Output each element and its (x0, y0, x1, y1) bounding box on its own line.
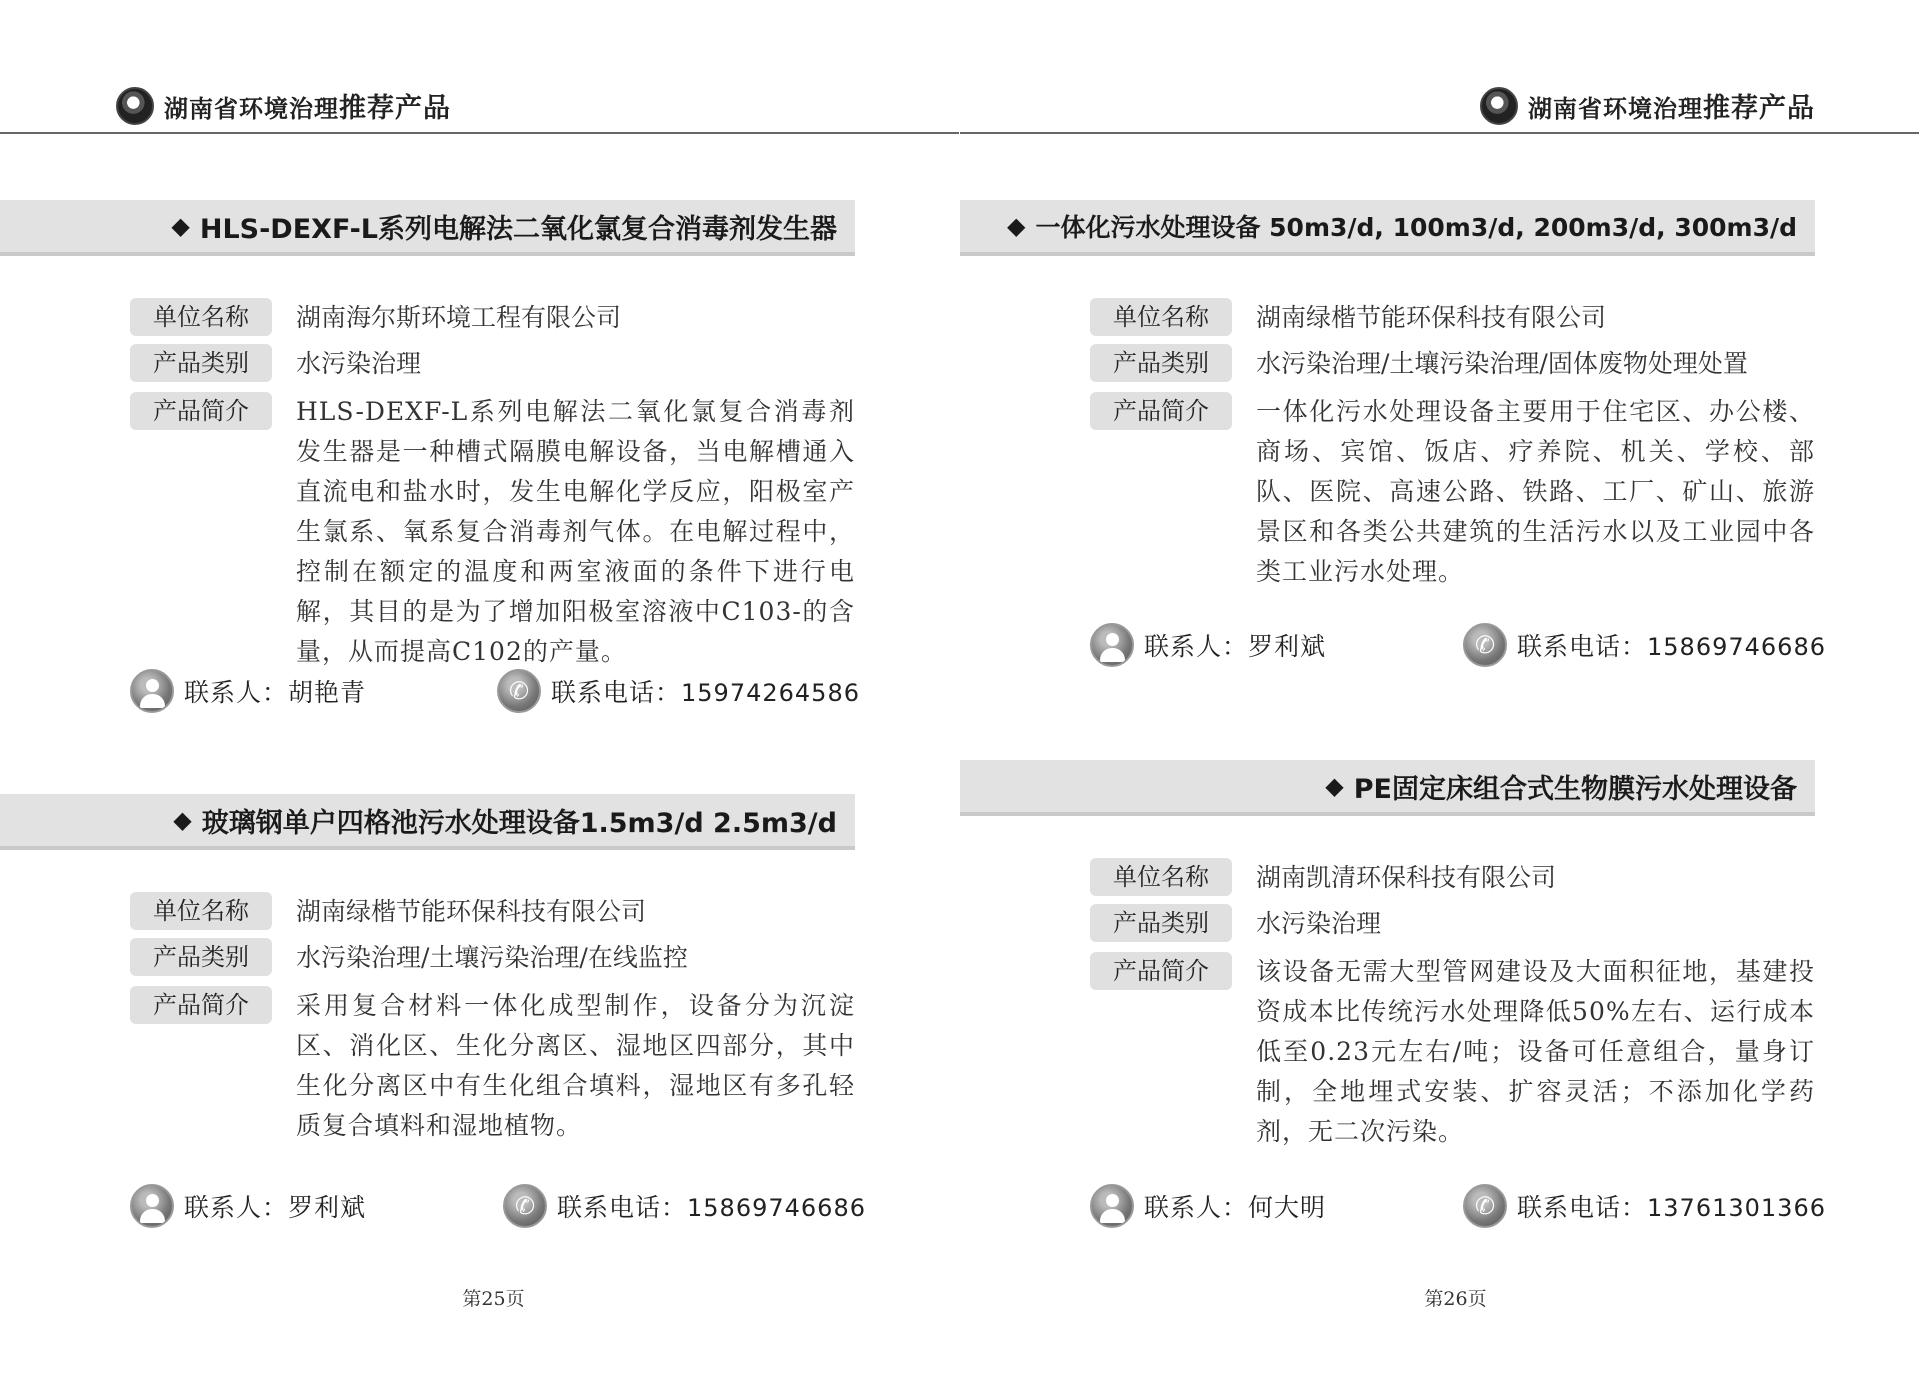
header-title-prefix: 湖南省环境治理 (1528, 94, 1703, 123)
contact-phone (1517, 1188, 1826, 1224)
category-value: 水污染治理/土壤污染治理/固体废物处理处置 (1256, 349, 1748, 378)
intro-row (130, 392, 855, 672)
intro-label: 产品简介 (1090, 392, 1232, 430)
emblem-logo-icon (116, 87, 154, 125)
contact-phone-label: 联系电话： (1517, 632, 1648, 661)
category-row (130, 344, 855, 392)
contact-person-label: 联系人： (184, 678, 289, 707)
intro-row (130, 986, 855, 1146)
diamond-bullet-icon: ◆ (1325, 772, 1344, 800)
category-label: 产品类别 (1090, 344, 1232, 382)
contact-person-row (130, 1184, 366, 1228)
intro-value: 一体化污水处理设备主要用于住宅区、办公楼、商场、宾馆、饭店、疗养院、机关、学校、部队、医院、高速公路、铁路、工厂、矿山、旅游景区和各类公共建筑的生活污水以及工业园中各类工业污水处理。 (1256, 397, 1815, 586)
product-card (960, 200, 1815, 592)
contact-person (1144, 1188, 1326, 1224)
contact-person (1144, 627, 1326, 663)
header-title-emphasis: 推荐产品 (1703, 93, 1815, 124)
company-label: 单位名称 (1090, 298, 1232, 336)
product-title: 玻璃钢单户四格池污水处理设备1.5m3/d 2.5m3/d (201, 807, 837, 839)
contact-phone (557, 1188, 866, 1224)
company-value: 湖南海尔斯环境工程有限公司 (296, 303, 622, 332)
contact-phone-row (1463, 623, 1826, 667)
product-title-bar (960, 200, 1815, 256)
contact-phone-label: 联系电话： (557, 1193, 688, 1222)
intro-value: HLS-DEXF-L系列电解法二氧化氯复合消毒剂发生器是一种槽式隔膜电解设备，当电解槽通入直流电和盐水时，发生电解化学反应，阳极室产生氯系、氧系复合消毒剂气体。在电解过程中，控制在额定的温度和两室液面的条件下进行电解，其目的是为了增加阳极室溶液中C103-的含量，从而提高C102的产量。 (296, 397, 855, 666)
contact-phone-row (497, 669, 860, 713)
category-row (1090, 904, 1815, 952)
intro-value: 采用复合材料一体化成型制作，设备分为沉淀区、消化区、生化分离区、湿地区四部分，其中生化分离区中有生化组合填料，湿地区有多孔轻质复合填料和湿地植物。 (296, 991, 855, 1140)
category-label: 产品类别 (130, 938, 272, 976)
product-title-bar (960, 760, 1815, 816)
intro-label: 产品简介 (1090, 952, 1232, 990)
contact-phone-label: 联系电话： (1517, 1193, 1648, 1222)
contact-person-row (130, 669, 366, 713)
contact-phone-row (503, 1184, 866, 1228)
contact-phone-number: 15974264586 (681, 679, 860, 707)
company-row (130, 298, 855, 344)
phone-icon (1463, 1184, 1507, 1228)
contact-person-label: 联系人： (1144, 632, 1249, 661)
running-header (1480, 86, 1815, 125)
phone-icon (1463, 623, 1507, 667)
contact-phone (1517, 627, 1826, 663)
contact-phone-label: 联系电话： (551, 678, 682, 707)
product-title: PE固定床组合式生物膜污水处理设备 (1353, 773, 1797, 805)
phone-icon (497, 669, 541, 713)
product-title: 一体化污水处理设备 50m3/d, 100m3/d, 200m3/d, 300m3/d (1035, 213, 1797, 242)
product-card (960, 760, 1815, 1152)
category-value: 水污染治理 (296, 349, 422, 378)
category-value: 水污染治理 (1256, 909, 1382, 938)
contact-phone (551, 673, 860, 709)
contact-phone-number: 13761301366 (1647, 1194, 1826, 1222)
contact-person-row (1090, 1184, 1326, 1228)
left-page (0, 0, 959, 1382)
contact-person (184, 673, 366, 709)
intro-row (1090, 952, 1815, 1152)
diamond-bullet-icon: ◆ (171, 212, 190, 240)
company-row (1090, 858, 1815, 904)
company-row (1090, 298, 1815, 344)
company-value: 湖南凯清环保科技有限公司 (1256, 863, 1557, 892)
contact-phone-row (1463, 1184, 1826, 1228)
product-title-bar (0, 794, 855, 850)
contact-person-label: 联系人： (1144, 1193, 1249, 1222)
contact-phone-number: 15869746686 (1647, 633, 1826, 661)
category-label: 产品类别 (130, 344, 272, 382)
contact-person-name: 胡艳青 (288, 678, 367, 707)
category-row (130, 938, 855, 986)
company-label: 单位名称 (130, 892, 272, 930)
intro-label: 产品简介 (130, 986, 272, 1024)
person-icon (130, 1184, 174, 1228)
page-number: 第26页 (1424, 1288, 1487, 1310)
contact-person-name: 罗利斌 (288, 1193, 367, 1222)
contact-phone-number: 15869746686 (687, 1194, 866, 1222)
company-value: 湖南绿楷节能环保科技有限公司 (1256, 303, 1607, 332)
header-title (1528, 86, 1815, 125)
person-icon (130, 669, 174, 713)
person-icon (1090, 1184, 1134, 1228)
header-title-emphasis: 推荐产品 (339, 93, 451, 124)
intro-value: 该设备无需大型管网建设及大面积征地，基建投资成本比传统污水处理降低50%左右、运行成本低至0.23元左右/吨；设备可任意组合，量身订制，全地埋式安装、扩容灵活；不添加化学药剂，无二次污染。 (1256, 957, 1815, 1146)
company-value: 湖南绿楷节能环保科技有限公司 (296, 897, 647, 926)
contact-person-name: 罗利斌 (1248, 632, 1327, 661)
category-row (1090, 344, 1815, 392)
company-row (130, 892, 855, 938)
company-label: 单位名称 (1090, 858, 1232, 896)
category-label: 产品类别 (1090, 904, 1232, 942)
header-title-prefix: 湖南省环境治理 (164, 94, 339, 123)
header-divider (960, 132, 1919, 134)
diamond-bullet-icon: ◆ (173, 806, 192, 834)
page-number: 第25页 (462, 1288, 525, 1310)
contact-person-name: 何大明 (1248, 1193, 1327, 1222)
header-divider (0, 132, 959, 134)
emblem-logo-icon (1480, 87, 1518, 125)
phone-icon (503, 1184, 547, 1228)
product-card (0, 200, 855, 672)
person-icon (1090, 623, 1134, 667)
product-title-bar (0, 200, 855, 256)
right-page (960, 0, 1919, 1382)
header-title (164, 86, 451, 125)
category-value: 水污染治理/土壤污染治理/在线监控 (296, 943, 688, 972)
contact-person-row (1090, 623, 1326, 667)
product-title: HLS-DEXF-L系列电解法二氧化氯复合消毒剂发生器 (199, 213, 837, 245)
intro-label: 产品简介 (130, 392, 272, 430)
running-header (116, 86, 451, 125)
product-card (0, 794, 855, 1146)
contact-person (184, 1188, 366, 1224)
diamond-bullet-icon: ◆ (1006, 212, 1026, 240)
intro-row (1090, 392, 1815, 592)
contact-person-label: 联系人： (184, 1193, 289, 1222)
company-label: 单位名称 (130, 298, 272, 336)
